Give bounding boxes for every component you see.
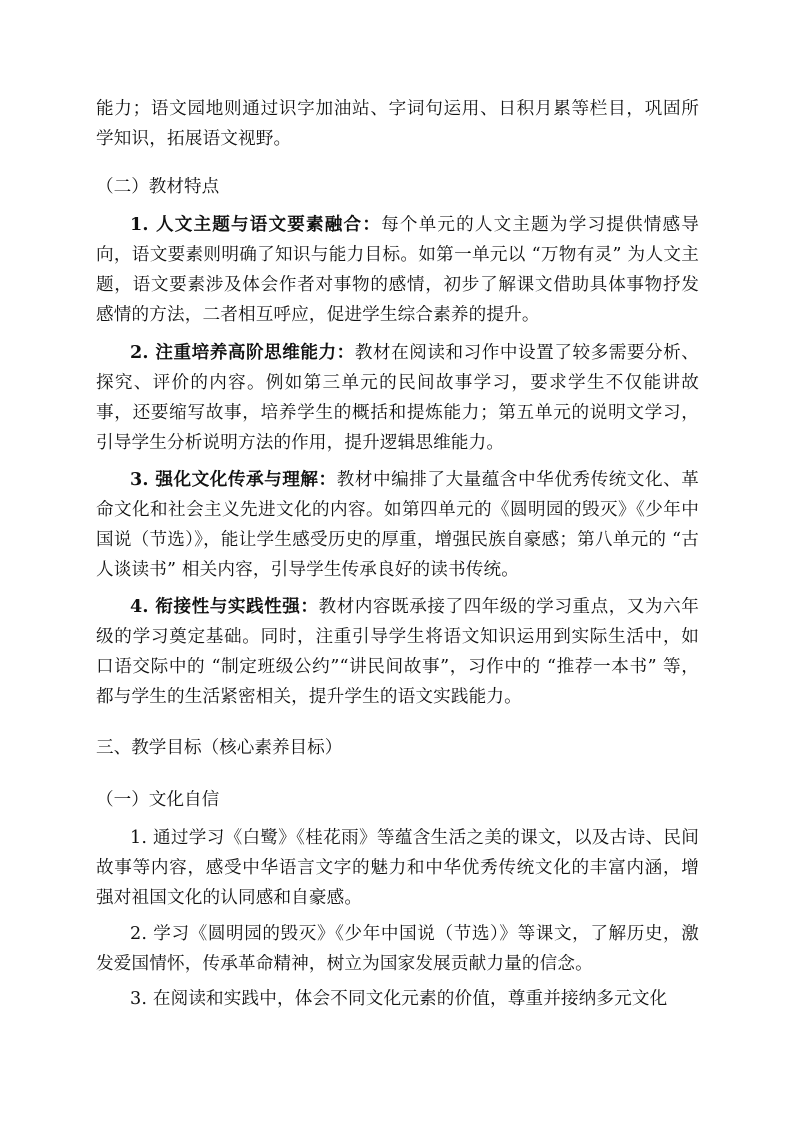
feature-item-4: [96, 592, 699, 712]
feature-item-2-body: 教材在阅读和习作中设置了较多需要分析、探究、评价的内容。例如第三单元的民间故事学习，要求学生不仅能讲故事，还要缩写故事，培养学生的概括和提炼能力；第五单元的说明文学习，引导学生分析说明方法的作用，提升逻辑思维能力。: [96, 343, 700, 453]
feature-item-2-title: 2. 注重培养高阶思维能力：: [130, 342, 355, 363]
goal-item-3: 3. 在阅读和实践中，体会不同文化元素的价值，尊重并接纳多元文化: [130, 989, 668, 1009]
sub-heading-cultural-confidence: （一）文化自信: [96, 790, 220, 810]
feature-item-2: [96, 338, 699, 458]
feature-item-4-body: 教材内容既承接了四年级的学习重点，又为六年级的学习奠定基础。同时，注重引导学生将语文知识运用到实际生活中，如口语交际中的 “制定班级公约”“讲民间故事”，习作中的 “推荐一本书” 等，都与学生的生活紧密相关，提升学生的语文实践能力。: [96, 597, 700, 707]
continuation-paragraph: 能力；语文园地则通过识字加油站、字词句运用、日积月累等栏目，巩固所学知识，拓展语文视野。: [96, 99, 699, 149]
goal-item-2: 2. 学习《圆明园的毁灭》《少年中国说（节选）》等课文，了解历史，激发爱国情怀，传承革命精神，树立为国家发展贡献力量的信念。: [96, 924, 699, 974]
feature-item-3: [96, 465, 699, 585]
section-heading-textbook-features: （二）教材特点: [96, 177, 220, 197]
section-heading-teaching-goals: 三、教学目标（核心素养目标）: [96, 738, 343, 758]
feature-item-3-body: 教材中编排了大量蕴含中华优秀传统文化、革命文化和社会主义先进文化的内容。如第四单元的《圆明园的毁灭》《少年中国说（节选）》，能让学生感受历史的厚重，增强民族自豪感；第八单元的 “古人谈读书” 相关内容，引导学生传承良好的读书传统。: [96, 470, 699, 580]
goal-item-1: 1. 通过学习《白鹭》《桂花雨》等蕴含生活之美的课文，以及古诗、民间故事等内容，感受中华语言文字的魅力和中华优秀传统文化的丰富内涵，增强对祖国文化的认同感和自豪感。: [96, 828, 699, 908]
feature-item-4-title: 4. 衔接性与实践性强：: [130, 596, 319, 617]
feature-item-3-title: 3. 强化文化传承与理解：: [130, 469, 337, 490]
feature-item-1-title: 1. 人文主题与语文要素融合：: [130, 214, 382, 235]
feature-item-1: [96, 210, 699, 330]
feature-item-1-body: 每个单元的人文主题为学习提供情感导向，语文要素则明确了知识与能力目标。如第一单元以 “万物有灵” 为人文主题，语文要素涉及体会作者对事物的感情，初步了解课文借助具体事物抒发感情的方法，二者相互呼应，促进学生综合素养的提升。: [96, 215, 699, 325]
